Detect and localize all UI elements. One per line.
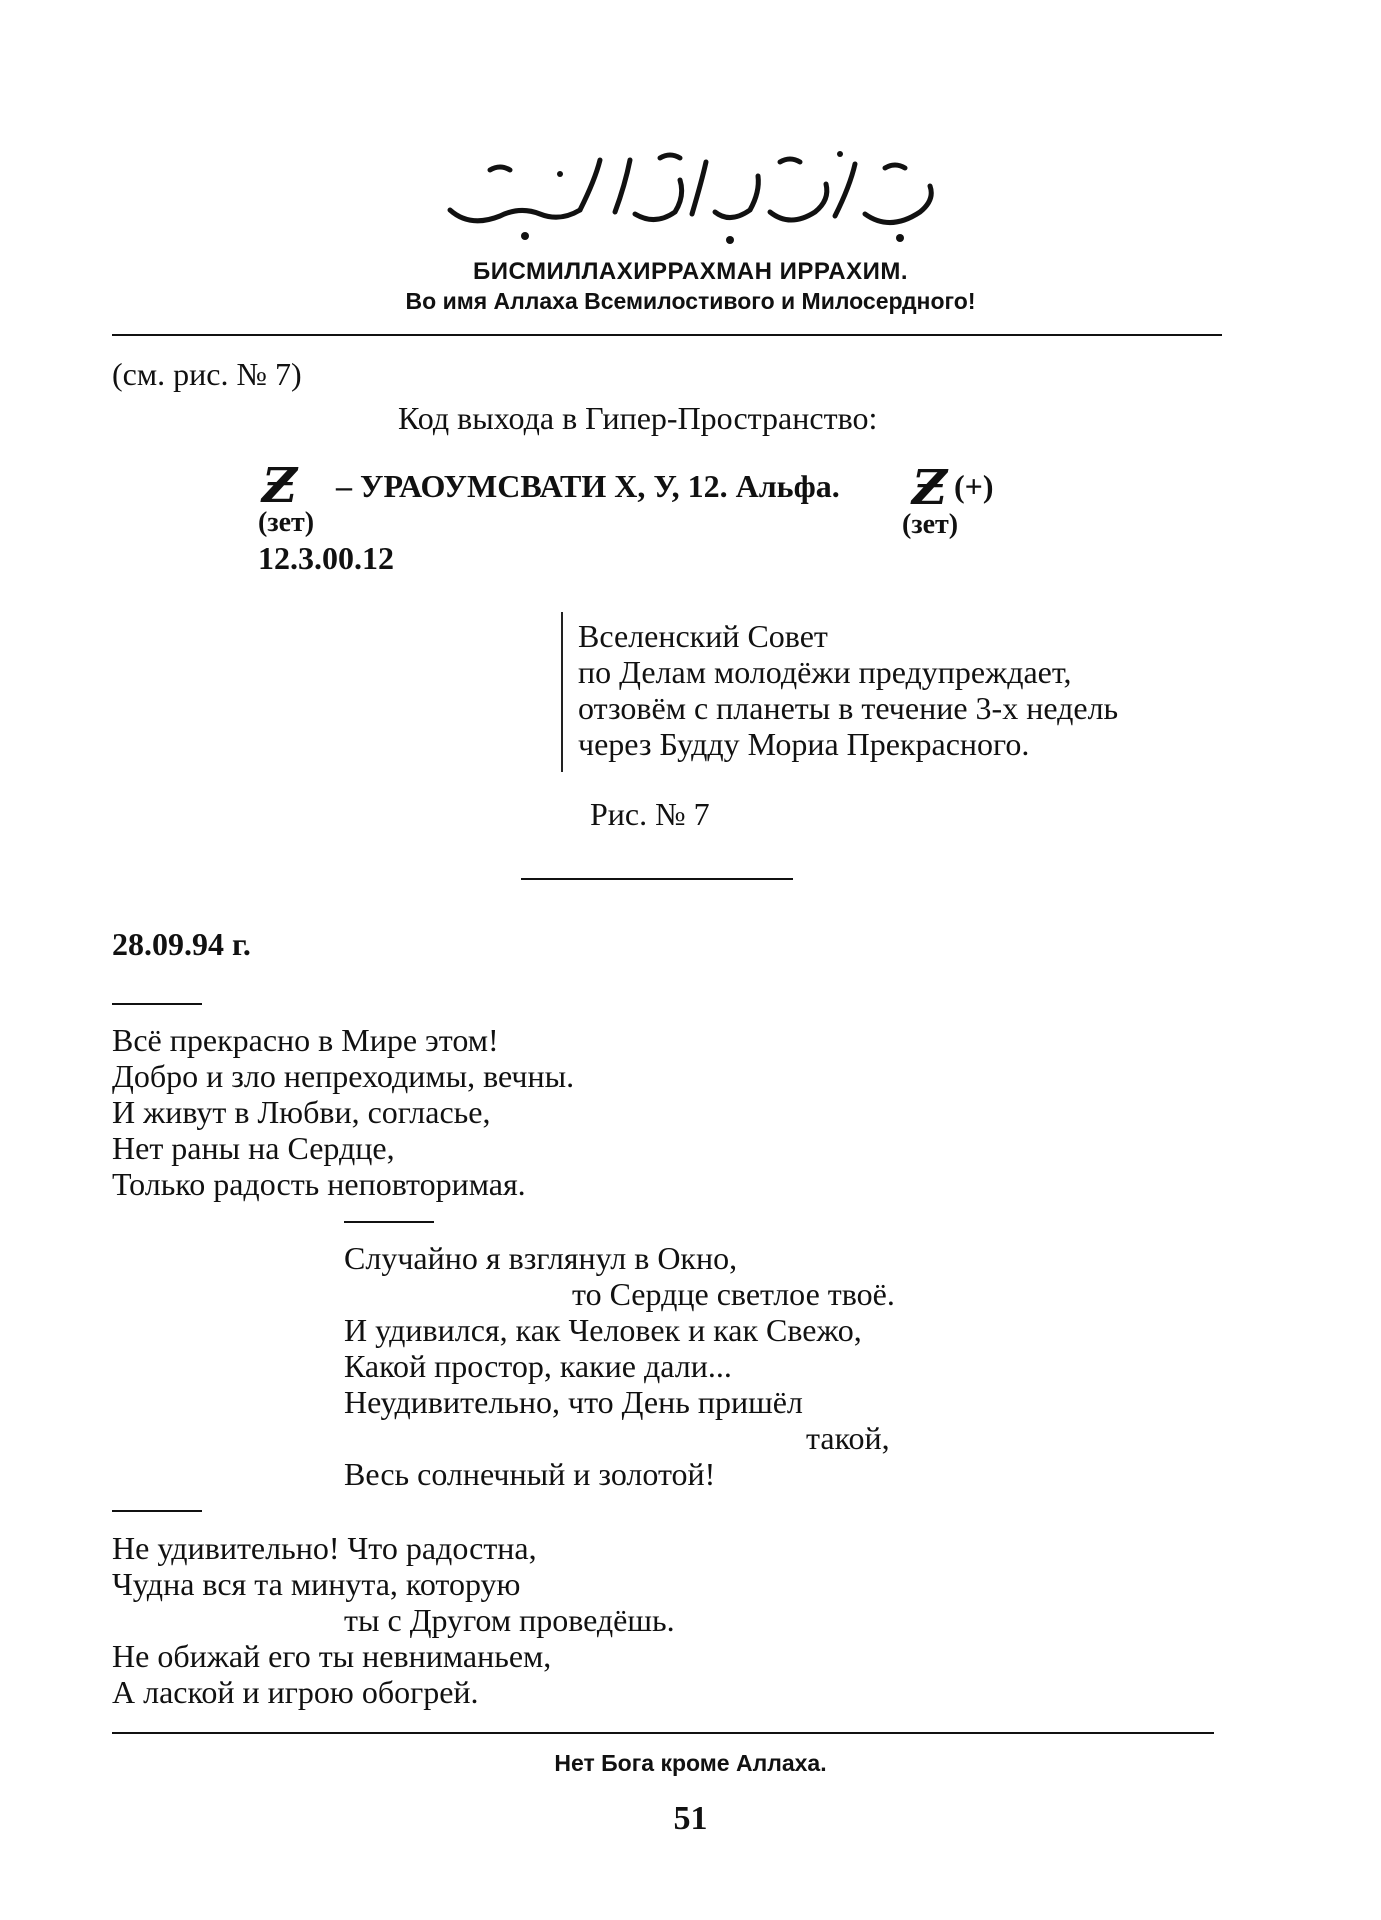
stanza3-line: А лаской и игрою обогрей. bbox=[112, 1674, 479, 1710]
stanza2-line: такой, bbox=[806, 1420, 890, 1456]
stanza3-line: Не обижай его ты невниманьем, bbox=[112, 1638, 552, 1674]
stanza-divider bbox=[112, 1003, 202, 1005]
stanza2-line: то Сердце светлое твоё. bbox=[572, 1276, 895, 1312]
code-title: Код выхода в Гипер-Пространство: bbox=[398, 400, 878, 436]
zet-symbol-2: Ƶ bbox=[912, 460, 948, 516]
zet-label-1: (зет) bbox=[258, 507, 315, 538]
stanza1-line: И живут в Любви, согласье, bbox=[112, 1094, 491, 1130]
stanza1-line: Нет раны на Сердце, bbox=[112, 1130, 395, 1166]
stanza3-line: Не удивительно! Что радостна, bbox=[112, 1530, 537, 1566]
message-line: Вселенский Совет bbox=[578, 618, 828, 654]
code-plus: (+) bbox=[954, 468, 994, 504]
section-divider bbox=[521, 878, 793, 880]
figure-reference: (см. рис. № 7) bbox=[112, 356, 302, 392]
stanza1-line: Добро и зло непреходимы, вечны. bbox=[112, 1058, 575, 1094]
footer-text: Нет Бога кроме Аллаха. bbox=[554, 1750, 827, 1776]
header-divider bbox=[112, 334, 1222, 336]
stanza3-line: Чудна вся та минута, которую bbox=[112, 1566, 521, 1602]
basmala-calligraphy bbox=[430, 140, 950, 250]
header-title: БИСМИЛЛАХИРРАХМАН ИРРАХИМ. bbox=[472, 258, 908, 285]
stanza2-line: Случайно я взглянул в Окно, bbox=[344, 1240, 738, 1276]
message-vertical-bar bbox=[561, 612, 563, 772]
code-number: 12.3.00.12 bbox=[258, 540, 394, 576]
stanza1-line: Только радость неповторимая. bbox=[112, 1166, 526, 1202]
message-line: через Будду Мориа Прекрасного. bbox=[578, 726, 1030, 762]
zet-label-2: (зет) bbox=[902, 509, 959, 540]
message-line: по Делам молодёжи предупреждает, bbox=[578, 654, 1072, 690]
figure-caption: Рис. № 7 bbox=[590, 796, 710, 832]
stanza-divider bbox=[112, 1510, 202, 1512]
message-line: отзовём с планеты в течение 3-х недель bbox=[578, 690, 1119, 726]
stanza1-line: Всё прекрасно в Мире этом! bbox=[112, 1022, 499, 1058]
stanza3-line: ты с Другом проведёшь. bbox=[344, 1602, 675, 1638]
code-line: – УРАОУМСВАТИ Х, У, 12. Альфа. bbox=[336, 468, 840, 504]
header-subtitle: Во имя Аллаха Всемилостивого и Милосердного! bbox=[405, 288, 976, 314]
zet-symbol: Ƶ bbox=[262, 458, 298, 514]
stanza2-line: Весь солнечный и золотой! bbox=[344, 1456, 716, 1492]
footer-divider bbox=[112, 1732, 1214, 1734]
page-number: 51 bbox=[673, 1800, 708, 1837]
stanza2-line: Какой простор, какие дали... bbox=[344, 1348, 732, 1384]
calligraphy-image bbox=[430, 140, 950, 250]
stanza-divider bbox=[344, 1221, 434, 1223]
stanza2-line: Неудивительно, что День пришёл bbox=[344, 1384, 803, 1420]
entry-date: 28.09.94 г. bbox=[112, 926, 251, 962]
stanza2-line: И удивился, как Человек и как Свежо, bbox=[344, 1312, 862, 1348]
